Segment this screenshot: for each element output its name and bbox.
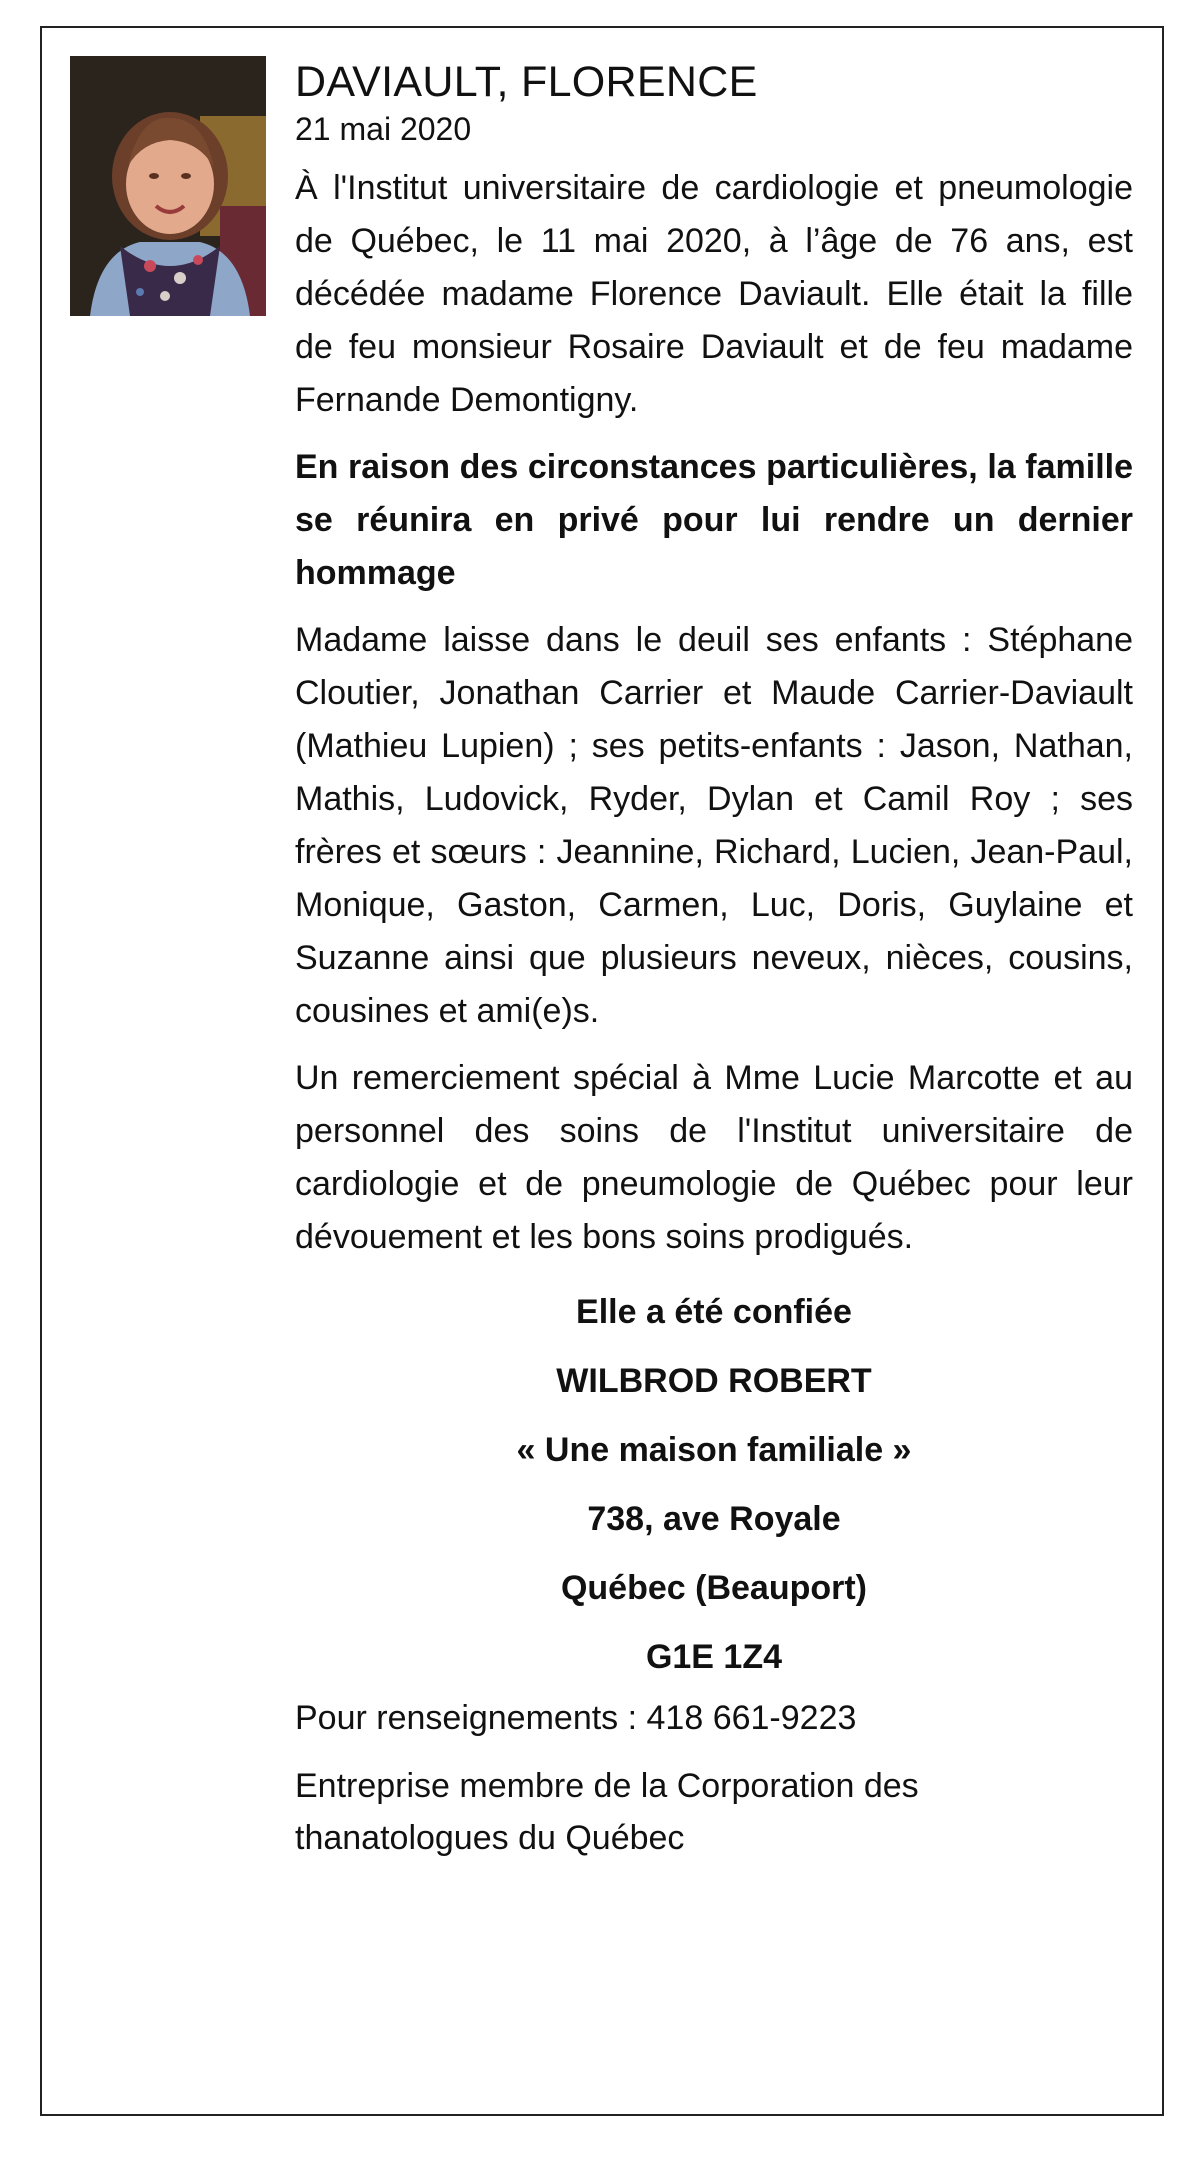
funeral-home-name: WILBROD ROBERT <box>556 1362 872 1400</box>
thanks-paragraph: Un remerciement spécial à Mme Lucie Marcotte et au personnel des soins de l'Institut universitaire de cardiologie et de pneumologie de Québec pour leur dévouement et les bons soins prodigués. <box>295 1059 1133 1256</box>
funeral-home-address: 738, ave Royale <box>587 1500 841 1538</box>
info-line: Pour renseignements : 418 661-9223 <box>295 1699 857 1737</box>
notice-paragraph: En raison des circonstances particulières, la famille se réunira en privé pour lui rendre un dernier hommage <box>295 448 1133 592</box>
obituary-content <box>295 56 1133 1880</box>
funeral-home-city: Québec (Beauport) <box>560 1569 868 1607</box>
intro-paragraph: À l'Institut universitaire de cardiologie et pneumologie de Québec, le 11 mai 2020, à l’âge de 76 ans, est décédée madame Florence Daviault. Elle était la fille de feu monsieur Rosaire Daviault et de feu madame Fernande Demontigny. <box>295 169 1133 419</box>
deceased-name: DAVIAULT, FLORENCE <box>295 58 758 106</box>
funeral-home-postal-code: G1E 1Z4 <box>645 1638 783 1676</box>
membership-line: Entreprise membre de la Corporation des thanatologues du Québec <box>295 1767 919 1857</box>
entrusted-line: Elle a été confiée <box>576 1293 852 1331</box>
funeral-home-block <box>295 1278 1133 1692</box>
publication-date: 21 mai 2020 <box>295 111 472 147</box>
funeral-home-tagline: « Une maison familiale » <box>516 1431 912 1469</box>
family-paragraph: Madame laisse dans le deuil ses enfants : Stéphane Cloutier, Jonathan Carrier et Maude Carrier-Daviault (Mathieu Lupien) ; ses petits-enfants : Jason, Nathan, Mathis, Ludovick, Ryder, Dylan et Camil Roy ; ses frères et sœurs : Jeannine, Richard, Lucien, Jean-Paul, Monique, Gaston, Carmen, Luc, Doris, Guylaine et Suzanne ainsi que plusieurs neveux, nièces, cousins, cousines et ami(e)s. <box>295 621 1133 1030</box>
portrait-photo <box>70 56 266 316</box>
